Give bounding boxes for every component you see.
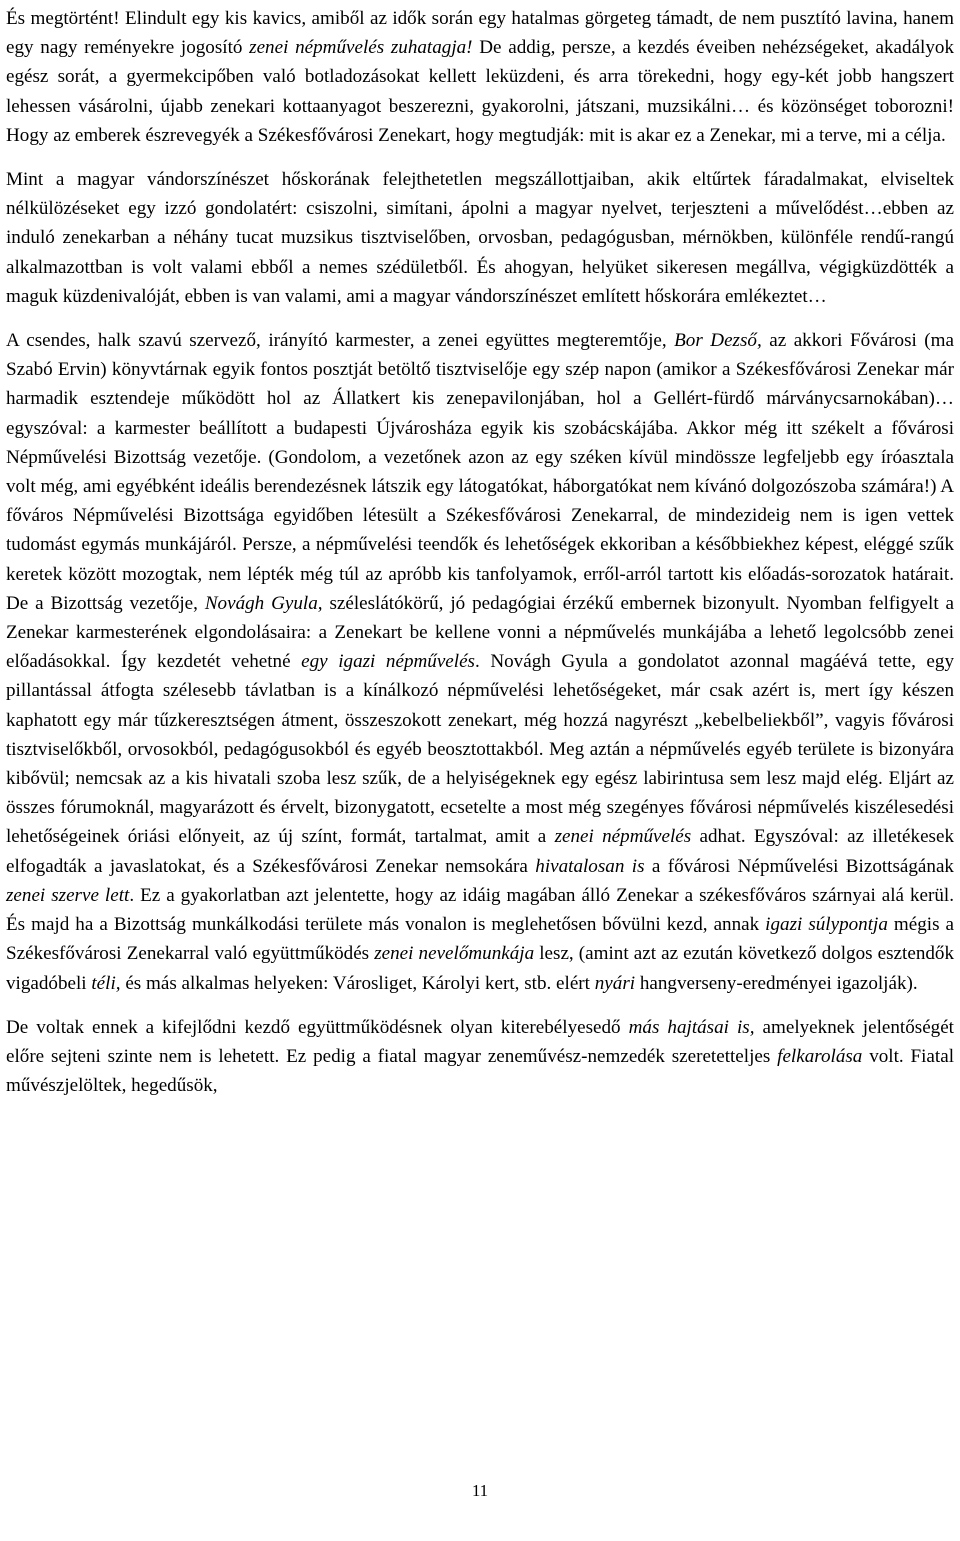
italic-text-run: zenei népművelés zuhatagja! bbox=[249, 37, 473, 59]
italic-text-run: egy igazi népművelés bbox=[301, 651, 475, 673]
italic-text-run: nyári bbox=[594, 972, 636, 994]
italic-text-run: Novágh Gyula, bbox=[204, 592, 323, 614]
page-number: 11 bbox=[471, 1481, 489, 1500]
italic-text-run: zenei szerve lett bbox=[6, 884, 130, 906]
italic-text-run: Bor Dezső, bbox=[674, 330, 762, 352]
text-run: Mint a magyar vándorszínészet hőskorának felejthetetlen megszállottjaiban, akik eltűrtek fáradalmakat, elviseltek nélkülözéseket egy izzó gondolatért: csiszolni, simítani, ápolni a magyar nyelvet, terjeszteni a művelődést…ebben az induló zenekarban a néhány tucat muzsikus tisztviselőben, orvosban, pedagógusban, mérnökben, különféle rendű-rangú alkalmazottban is volt valami ebből a nemes szédületből. És ahogyan, helyüket sikeresen megállva, végigküzdötték a maguk küzdenivalóját, ebben is van valami, ami a magyar vándorszínészet említett hőskorára emlékeztet… bbox=[6, 169, 954, 307]
italic-text-run: felkarolása bbox=[777, 1045, 863, 1067]
text-run: adhat. Egyszóval: az illetékesek elfogadták a javaslatokat, és a Székesfővárosi Zenekar nemsokára bbox=[6, 826, 954, 877]
text-run: mégis a Székesfővárosi Zenekarral való együttműködés bbox=[6, 914, 954, 965]
italic-text-run: hivatalosan is bbox=[535, 855, 645, 877]
text-run: és más alkalmas helyeken: Városliget, Károlyi kert, stb. elért bbox=[120, 972, 595, 994]
text-run: hangverseny-eredményei igazolják). bbox=[635, 972, 918, 994]
text-run: volt. Fiatal művészjelöltek, hegedűsök, bbox=[6, 1045, 954, 1097]
italic-text-run: más hajtásai is, bbox=[628, 1016, 755, 1038]
italic-text-run: igazi súlypontja bbox=[765, 914, 888, 936]
italic-text-run: téli, bbox=[91, 972, 121, 994]
text-run: a fővárosi Népművelési Bizottságának bbox=[644, 855, 954, 877]
paragraph-2 bbox=[6, 165, 954, 311]
italic-text-run: zenei népművelés bbox=[554, 826, 692, 848]
text-run: amelyeknek jelentőségét előre sejteni szinte nem is lehetett. Ez pedig a fiatal magyar zeneművész-nemzedék szeretetteljes bbox=[6, 1016, 954, 1067]
text-run: De addig, persze, a kezdés éveiben nehézségeket, akadályok egész sorát, a gyermekcipőben való botladozásokat kellett leküzdeni, és arra törekedni, hogy egy-két jobb hangszert lehessen vásárolni, újabb zenekari kottaanyagot beszerezni, gyakorolni, játszani, muzsikálni… és közönséget toborozni! Hogy az emberek észrevegyék a Székesfővárosi Zenekart, hogy megtudják: mit is akar ez a Zenekar, mi a terve, mi a célja. bbox=[6, 37, 954, 146]
text-run: . Ez a gyakorlatban azt jelentette, hogy az idáig magában álló Zenekar a székesfőváros szárnyai alá kerül. És majd ha a Bizottság munkálkodási területe más vonalon is meglehetősen bővülni kezd, annak bbox=[6, 884, 954, 936]
text-run: A csendes, halk szavú szervező, irányító karmester, a zenei együttes megteremtője, bbox=[6, 330, 675, 352]
text-run: lesz, (amint azt az ezután következő dolgos esztendők vigadóbeli bbox=[6, 943, 955, 994]
text-run: . Novágh Gyula a gondolatot azonnal magáévá tette, egy pillantással átfogta szélesebb távlatban is a kínálkozó népművelési lehetőségeket, már csak azért is, mert így készen kaphatott egy már tűzkeresztségen átment, összeszokott zenekart, még hozzá nagyrészt „kebelbeliekből”, vagyis fővárosi tisztviselőkből, orvosokból, pedagógusokból és egyéb beosztottakból. Meg aztán a népművelés egyéb területe is bizonyára kibővül; nemcsak az a kis hivatali szoba lesz szűk, de a helyiségeknek egy egész labirintusa sem lesz majd elég. Eljárt az összes fórumoknál, magyarázott és érvelt, bizonygatott, ecsetelte a most még szegényes fővárosi népművelés kiszélesedési lehetőségeinek óriási előnyeit, az új színt, formát, tartalmat, amit a bbox=[6, 651, 955, 848]
text-run: az akkori Fővárosi (ma Szabó Ervin) könyvtárnak egyik fontos posztját betöltő tisztviselője egy szép napon (amikor a Székesfővárosi Zenekar már harmadik esztendeje működött hol az Állatkert kis zenepavilonjában, hol a Gellért-fürdő márványcsarnokában)… egyszóval: a karmester beállított a budapesti Újvárosháza egyik kis szobácskájába. Akkor még itt székelt a fővárosi Népművelési Bizottság vezetője. (Gondolom, a vezetőnek azon az egy széken kívül mindössze legfeljebb egy íróasztala volt még, ami egyébként ideális berendezésnek látszik egy látogatókat, háborgatókat nem kívánó dolgozószoba számára!) A főváros Népművelési Bizottsága egyidőben létesült a Székesfővárosi Zenekarral, de mindezideig nem is igen vettek tudomást egymás munkájáról. Persze, a népművelési teendők és lehetőségek ekkoriban a későbbiekhez képest, eléggé szűk keretek között mozogtak, nem lépték még túl az apróbb kis tanfolyamok, erről-arról tartott kis előadás-sorozatok határait. De a Bizottság vezetője, bbox=[6, 330, 954, 614]
paragraph-4 bbox=[6, 1013, 954, 1101]
italic-text-run: zenei nevelőmunkája bbox=[374, 943, 535, 965]
text-run: De voltak ennek a kifejlődni kezdő együttműködésnek olyan kiterebélyesedő bbox=[6, 1016, 629, 1038]
text-run: És megtörtént! Elindult egy kis kavics, amiből az idők során egy hatalmas görgeteg támadt, de nem pusztító lavina, hanem egy nagy reményekre jogosító bbox=[6, 8, 954, 59]
paragraph-1 bbox=[6, 4, 954, 150]
text-run: széleslátókörű, jó pedagógiai érzékű embernek bizonyult. Nyomban felfigyelt a Zenekar karmesterének elgondolásaira: a Zenekart be kellene vonni a népművelés munkájába a lehető legolcsóbb zenei előadásokkal. Így kezdetét vehetné bbox=[6, 592, 954, 673]
paragraph-3 bbox=[6, 326, 954, 998]
